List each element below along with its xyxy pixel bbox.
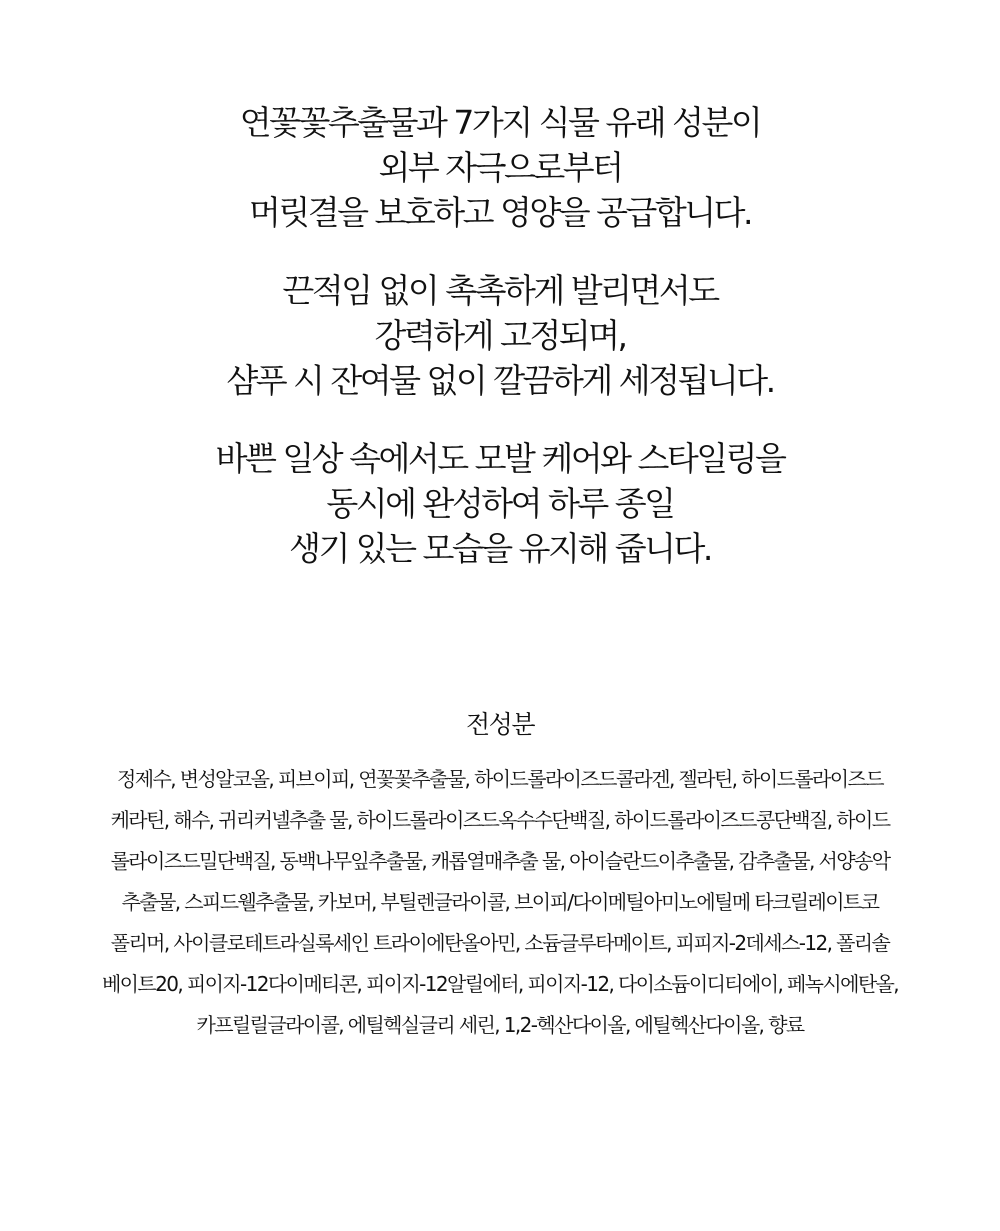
intro-line: 생기 있는 모습을 유지해 줍니다. (289, 529, 711, 568)
ingredients-line: 카프릴릴글라이콜, 에틸헥실글리 세린, 1,2-헥산다이올, 에틸헥산다이올, 향료 (196, 1013, 804, 1037)
intro-paragraph-1 (0, 100, 1000, 235)
intro-description (0, 100, 1000, 604)
ingredients-line: 정제수, 변성알코올, 피브이피, 연꽃꽃추출물, 하이드롤라이즈드콜라겐, 젤라틴, 하이드롤라이즈드 (117, 767, 883, 791)
intro-paragraph-2 (0, 268, 1000, 403)
ingredients-section (0, 705, 1000, 1046)
intro-line: 강력하게 고정되며, (374, 316, 626, 355)
intro-paragraph-3 (0, 436, 1000, 571)
intro-line: 샴푸 시 잔여물 없이 깔끔하게 세정됩니다. (226, 361, 774, 400)
ingredients-line: 베이트20, 피이지-12다이메티콘, 피이지-12알릴에터, 피이지-12, 다이소듐이디티에이, 페녹시에탄올, (101, 972, 899, 996)
ingredients-line: 롤라이즈드밀단백질, 동백나무잎추출물, 캐롭열매추출 물, 아이슬란드이추출물, 감추출물, 서양송악 (110, 849, 890, 873)
intro-line: 끈적임 없이 촉촉하게 발리면서도 (282, 271, 718, 310)
ingredients-line: 폴리머, 사이클로테트라실록세인 트라이에탄올아민, 소듐글루타메이트, 피피지-2데세스-12, 폴리솔 (110, 931, 890, 955)
ingredients-title: 전성분 (466, 710, 534, 739)
intro-line: 외부 자극으로부터 (378, 148, 622, 187)
ingredients-line: 케라틴, 해수, 귀리커넬추출 물, 하이드롤라이즈드옥수수단백질, 하이드롤라이즈드콩단백질, 하이드 (110, 808, 890, 832)
ingredients-line: 추출물, 스피드웰추출물, 카보머, 부틸렌글라이콜, 브이피/다이메틸아미노에틸메 타크릴레이트코 (121, 890, 879, 914)
intro-line: 바쁜 일상 속에서도 모발 케어와 스타일링을 (215, 439, 785, 478)
intro-line: 머릿결을 보호하고 영양을 공급합니다. (248, 193, 751, 232)
intro-line: 연꽃꽃추출물과 7가지 식물 유래 성분이 (239, 103, 761, 142)
intro-line: 동시에 완성하여 하루 종일 (326, 484, 674, 523)
